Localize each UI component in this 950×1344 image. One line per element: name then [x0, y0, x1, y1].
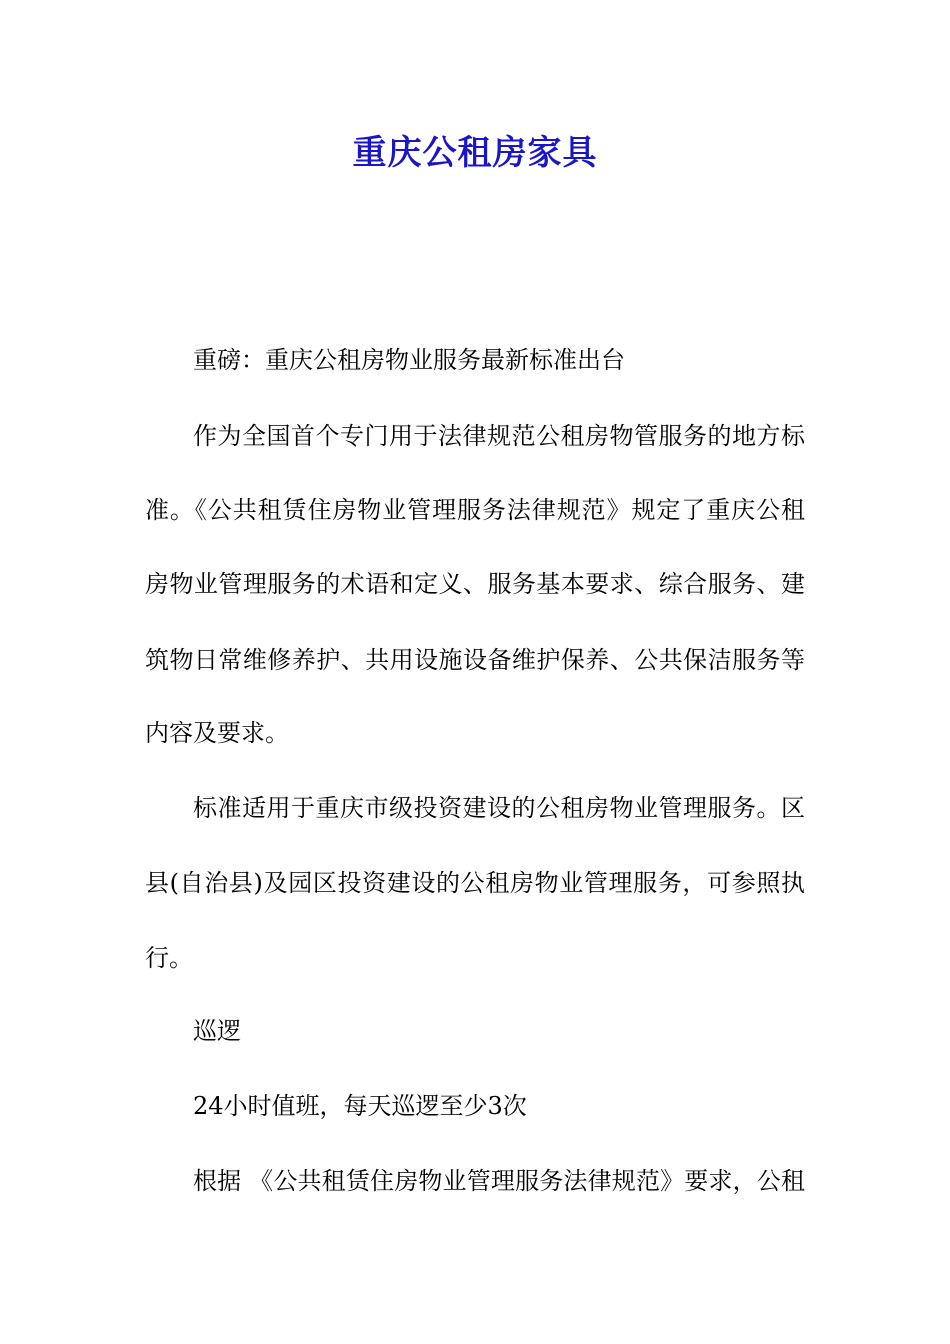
- paragraph-line: 县(自治县)及园区投资建设的公租房物业管理服务，可参照执: [145, 869, 805, 897]
- paragraph-line: 房物业管理服务的术语和定义、服务基本要求、综合服务、建: [145, 570, 805, 598]
- paragraph-line: 准。《公共租赁住房物业管理服务法律规范》规定了重庆公租: [145, 496, 805, 524]
- paragraph-line: 筑物日常维修养护、共用设施设备维护保养、公共保洁服务等: [145, 646, 805, 674]
- section-heading: 巡逻: [193, 1017, 241, 1045]
- paragraph-line: 24小时值班，每天巡逻至少3次: [193, 1092, 527, 1120]
- paragraph-line: 作为全国首个专门用于法律规范公租房物管服务的地方标: [193, 422, 805, 450]
- document-title: 重庆公租房家具: [352, 133, 598, 173]
- paragraph-line: 根据 《公共租赁住房物业管理服务法律规范》要求，公租: [193, 1167, 805, 1195]
- paragraph-line: 行。: [145, 944, 193, 972]
- paragraph-line-headline: 重磅：重庆公租房物业服务最新标准出台: [193, 346, 625, 374]
- paragraph-line: 内容及要求。: [145, 719, 289, 747]
- paragraph-line: 标准适用于重庆市级投资建设的公租房物业管理服务。区: [193, 794, 805, 822]
